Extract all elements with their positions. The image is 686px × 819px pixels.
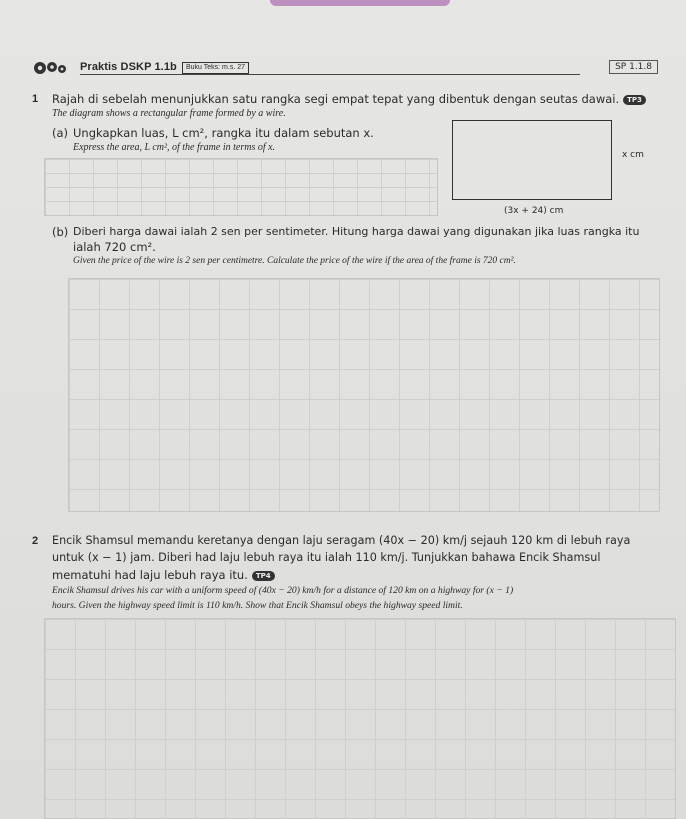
q1a-en: Express the area, L cm², of the frame in terms of x. [73,142,276,153]
q2-en-line1: Encik Shamsul drives his car with a uniform speed of (40x − 20) km/h for a distance of 120 km on a highway for (x − 1) [52,585,514,596]
worksheet-title: Praktis DSKP 1.1b [80,61,177,73]
q2-number: 2 [32,535,39,547]
q1a-answer-grid[interactable] [44,158,438,216]
q2-ms-line1: Encik Shamsul memandu keretanya dengan laju seragam (40x − 20) km/j sejauh 120 km di lebuh raya [52,534,631,547]
top-color-strip [270,0,450,6]
q1b-ms-line2: ialah 720 cm². [73,240,156,254]
sp-code-badge: SP 1.1.8 [609,60,658,74]
q1-stem-ms-text: Rajah di sebelah menunjukkan satu rangka segi empat tepat yang dibentuk dengan seutas dawai. [52,92,620,106]
worksheet-header [32,58,664,82]
header-rule [80,74,580,75]
q2-ms-line3 [52,568,275,582]
q2-en-line2: hours. Given the highway speed limit is 110 km/h. Show that Encik Shamsul obeys the highway speed limit. [52,600,463,611]
q1b-label: (b) [52,225,69,239]
q1b-answer-grid[interactable] [68,278,660,512]
figure-side-label: x cm [622,150,644,160]
q1-number: 1 [32,93,39,105]
q1b-en: Given the price of the wire is 2 sen per centimetre. Calculate the price of the wire if the area of the frame is 720 cm². [73,256,516,266]
q2-ms-line2: untuk (x − 1) jam. Diberi had laju lebuh raya itu ialah 110 km/j. Tunjukkan bahawa Encik Shamsul [52,551,601,564]
q1b-ms-line1: Diberi harga dawai ialah 2 sen per sentimeter. Hitung harga dawai yang digunakan jika luas rangka itu [73,225,640,238]
q1-stem-ms [52,92,646,106]
q2-answer-grid[interactable] [44,618,676,819]
q2-ms-line3-text: mematuhi had laju lebuh raya itu. [52,568,248,582]
rectangle-frame-figure [452,120,612,200]
q1a-ms: Ungkapkan luas, L cm², rangka itu dalam sebutan x. [73,126,374,140]
q1a-label: (a) [52,126,69,140]
q2-tp-badge: TP4 [252,571,275,581]
q1-stem-en: The diagram shows a rectangular frame formed by a wire. [52,108,286,119]
textbook-reference: Buku Teks: m.s. 27 [182,62,249,74]
gears-logo-icon [32,60,70,76]
figure-bottom-label: (3x + 24) cm [504,206,564,216]
q1-tp-badge: TP3 [623,95,646,105]
